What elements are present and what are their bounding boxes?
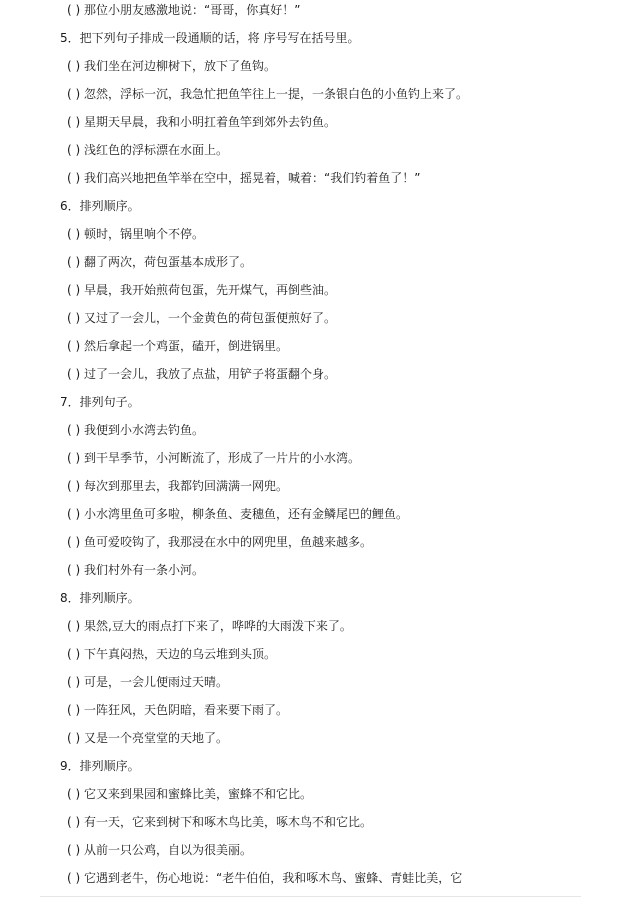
answer-bracket[interactable]: ( ): [67, 731, 81, 745]
sentence-text: 又过了一会儿，一个金黄色的荷包蛋便煎好了。: [84, 311, 337, 325]
sentence-text: 从前一只公鸡，自以为很美丽。: [84, 843, 253, 857]
answer-bracket[interactable]: ( ): [67, 367, 81, 381]
question-heading-8: 8．排列顺序。: [60, 591, 140, 605]
list-item: [67, 784, 312, 804]
answer-bracket[interactable]: ( ): [67, 563, 81, 577]
answer-bracket[interactable]: ( ): [67, 311, 81, 325]
answer-bracket[interactable]: ( ): [67, 535, 81, 549]
sentence-text: 我们村外有一条小河。: [84, 563, 205, 577]
answer-bracket[interactable]: ( ): [67, 479, 81, 493]
answer-bracket[interactable]: ( ): [67, 675, 81, 689]
list-item: [67, 728, 228, 748]
list-item: [67, 56, 276, 76]
sentence-text: 到干旱季节，小河断流了，形成了一片片的小水湾。: [84, 451, 361, 465]
answer-bracket[interactable]: ( ): [67, 815, 81, 829]
question-heading-9: 9．排列顺序。: [60, 759, 140, 773]
sentence-text: 浅红色的浮标漂在水面上。: [84, 143, 229, 157]
answer-bracket[interactable]: ( ): [67, 143, 81, 157]
sentence-text: 我们坐在河边柳树下，放下了鱼钩。: [84, 59, 277, 73]
list-item: [67, 336, 288, 356]
sentence-text: 小水湾里鱼可多啦，柳条鱼、麦穗鱼，还有金鳞尾巴的鲤鱼。: [84, 507, 409, 521]
sentence-text: 星期天早晨，我和小明扛着鱼竿到郊外去钓鱼。: [84, 115, 337, 129]
list-item: [67, 112, 336, 132]
answer-bracket[interactable]: ( ): [67, 787, 81, 801]
answer-bracket[interactable]: ( ): [67, 227, 81, 241]
list-item: [67, 504, 408, 524]
sentence-text: 那位小朋友感激地说：“哥哥，你真好！”: [84, 3, 301, 17]
list-item: [67, 672, 228, 692]
answer-bracket[interactable]: ( ): [67, 59, 81, 73]
list-item: [67, 252, 252, 272]
sentence-text: 可是，一会儿便雨过天晴。: [84, 675, 229, 689]
answer-bracket[interactable]: ( ): [67, 171, 81, 185]
list-item: [67, 420, 204, 440]
question-heading-6: 6．排列顺序。: [60, 199, 140, 213]
sentence-text: 它又来到果园和蜜蜂比美，蜜蜂不和它比。: [84, 787, 313, 801]
sentence-text: 顿时，锅里响个不停。: [84, 227, 205, 241]
list-item: [67, 308, 336, 328]
list-item: [67, 84, 468, 104]
list-item: [67, 700, 288, 720]
list-item: [67, 448, 360, 468]
answer-bracket[interactable]: ( ): [67, 703, 81, 717]
sentence-text: 然后拿起一个鸡蛋，磕开，倒进锅里。: [84, 339, 289, 353]
list-item: [67, 168, 420, 188]
sentence-text: 有一天，它来到树下和啄木鸟比美，啄木鸟不和它比。: [84, 815, 373, 829]
sentence-text: 我们高兴地把鱼竿举在空中，摇晃着，喊着：“我们钓着鱼了！”: [84, 171, 421, 185]
sentence-text: 又是一个亮堂堂的天地了。: [84, 731, 229, 745]
answer-bracket[interactable]: ( ): [67, 255, 81, 269]
answer-bracket[interactable]: ( ): [67, 115, 81, 129]
list-item: [67, 616, 352, 636]
answer-bracket[interactable]: ( ): [67, 3, 81, 17]
list-item: [67, 644, 276, 664]
sentence-text: 每次到那里去，我都钓回满满一网兜。: [84, 479, 289, 493]
list-item: [67, 840, 252, 860]
sentence-text: 翻了两次，荷包蛋基本成形了。: [84, 255, 253, 269]
list-item: [67, 532, 372, 552]
list-item: [67, 476, 288, 496]
sentence-text: 鱼可爱咬钩了，我那浸在水中的网兜里，鱼越来越多。: [84, 535, 373, 549]
question-heading-5: 5．把下列句子排成一段通顺的话，将 序号写在括号里。: [60, 31, 360, 45]
list-item: [67, 364, 336, 384]
sentence-text: 一阵狂风，天色阴暗，看来要下雨了。: [84, 703, 289, 717]
sentence-text: 忽然，浮标一沉，我急忙把鱼竿往上一提，一条银白色的小鱼钓上来了。: [84, 87, 469, 101]
answer-bracket[interactable]: ( ): [67, 283, 81, 297]
answer-bracket[interactable]: ( ): [67, 843, 81, 857]
list-item: [67, 812, 372, 832]
list-item: [67, 224, 204, 244]
answer-bracket[interactable]: ( ): [67, 339, 81, 353]
sentence-text: 早晨，我开始煎荷包蛋，先开煤气，再倒些油。: [84, 283, 337, 297]
answer-bracket[interactable]: ( ): [67, 871, 81, 885]
answer-bracket[interactable]: ( ): [67, 87, 81, 101]
question-heading-7: 7．排列句子。: [60, 395, 140, 409]
sentence-text: 我便到小水湾去钓鱼。: [84, 423, 205, 437]
sentence-text: 下午真闷热，天边的乌云堆到头顶。: [84, 647, 277, 661]
answer-bracket[interactable]: ( ): [67, 647, 81, 661]
list-item: [67, 140, 228, 160]
page-bottom-divider: [40, 896, 581, 897]
list-item: [67, 0, 300, 20]
answer-bracket[interactable]: ( ): [67, 619, 81, 633]
answer-bracket[interactable]: ( ): [67, 423, 81, 437]
list-item: [67, 280, 336, 300]
sentence-text: 果然,豆大的雨点打下来了，哗哗的大雨泼下来了。: [84, 619, 352, 633]
list-item: [67, 868, 462, 888]
list-item: [67, 560, 204, 580]
sentence-text: 它遇到老牛，伤心地说：“老牛伯伯，我和啄木鸟、蜜蜂、青蛙比美，它: [84, 871, 463, 885]
sentence-text: 过了一会儿，我放了点盐，用铲子将蛋翻个身。: [84, 367, 337, 381]
answer-bracket[interactable]: ( ): [67, 451, 81, 465]
answer-bracket[interactable]: ( ): [67, 507, 81, 521]
